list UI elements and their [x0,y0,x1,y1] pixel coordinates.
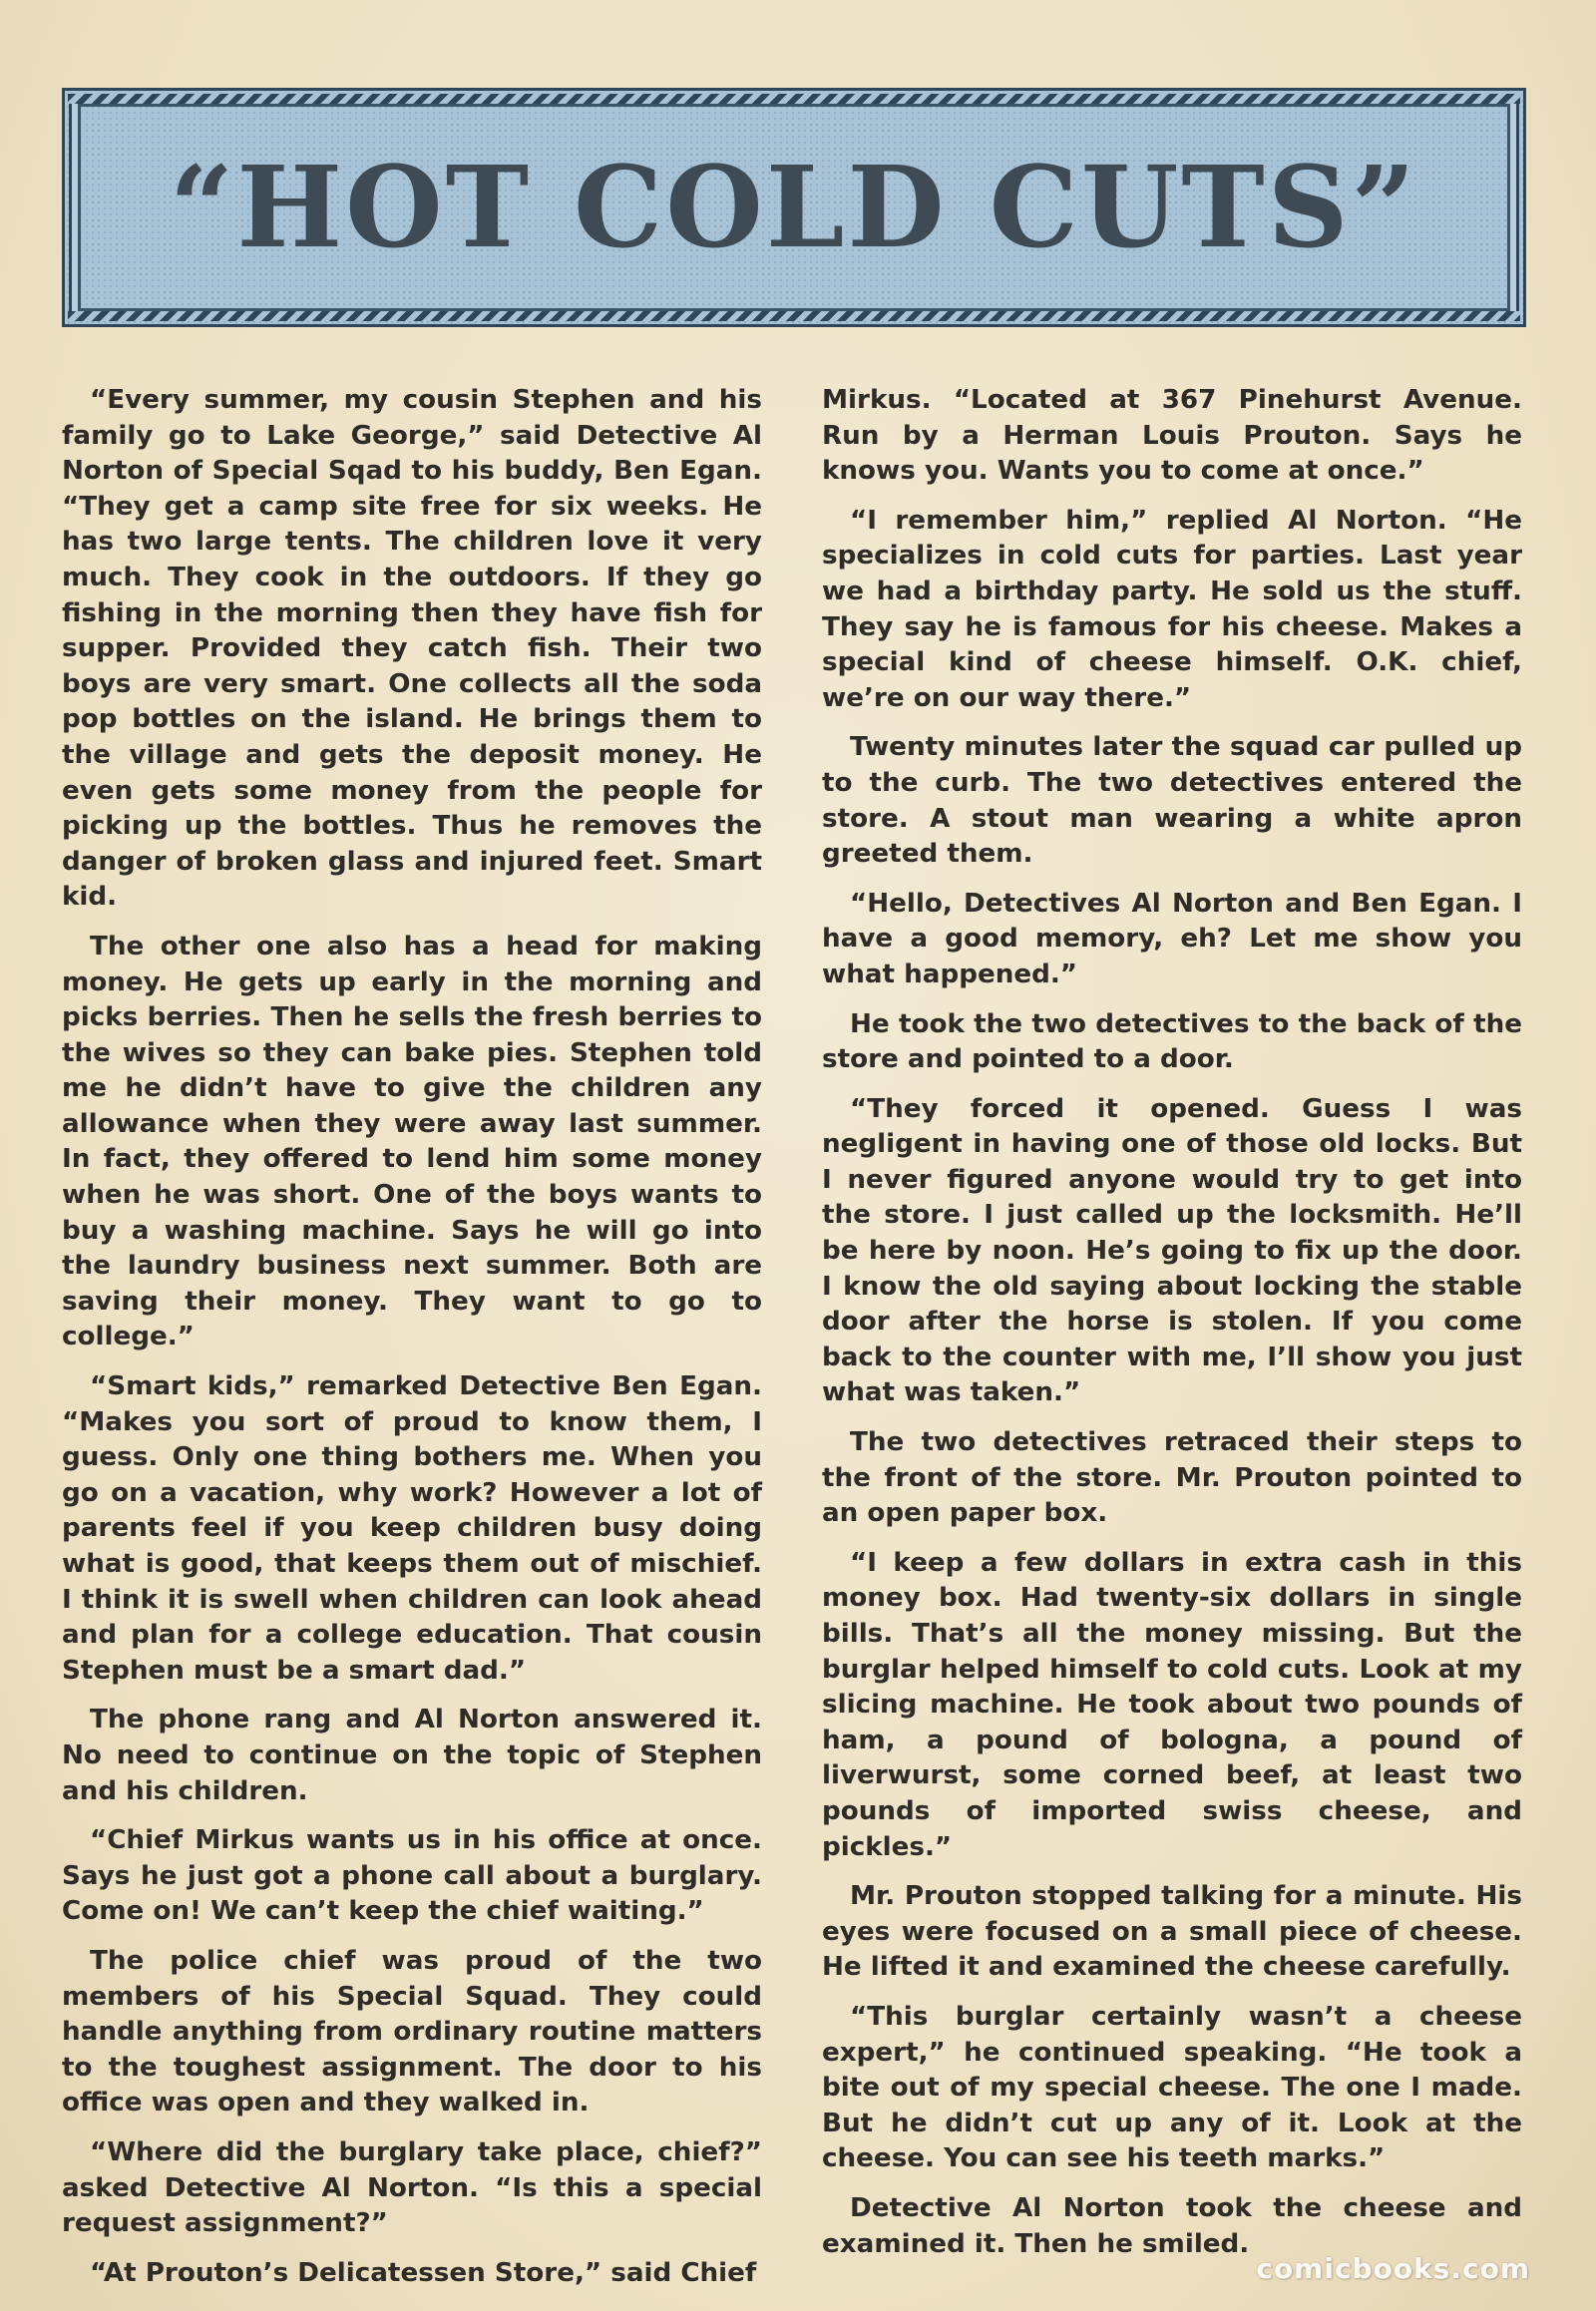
paragraph: “Chief Mirkus wants us in his office at once. Says he just got a phone call about a burglary. Come on! We can’t keep the chief waiting.” [62,1825,762,1927]
left-column [62,383,762,2288]
paragraph: The police chief was proud of the two members of his Special Squad. They could handle anything from ordinary routine matters to the toughest assignment. The door to his office was open and they walked in. [62,1945,762,2118]
paragraph: “Every summer, my cousin Stephen and his family go to Lake George,” said Detective Al Norton of Special Sqad to his buddy, Ben Egan. “They get a camp site free for six weeks. He has two large tents. The children love it very much. They cook in the outdoors. If they go fishing in the morning then they have fish for supper. Provided they catch fish. Their two boys are very smart. One collects all the soda pop bottles on the island. He brings them to the village and gets the deposit money. He even gets some money from the people for picking up the bottles. Thus he removes the danger of broken glass and injured feet. Smart kid. [62,385,762,913]
paragraph: Twenty minutes later the squad car pulled up to the curb. The two detectives entered the store. A stout man wearing a white apron greeted them. [822,732,1522,870]
paragraph: Detective Al Norton took the cheese and examined it. Then he smiled. [822,2192,1522,2259]
watermark: comicbooks.com [1256,2252,1530,2285]
paragraph: “Smart kids,” remarked Detective Ben Egan. “Makes you sort of proud to know them, I guess. Only one thing bothers me. When you go on a vacation, why work? However a lot of parents feel if you keep children busy doing what is good, that keeps them out of mischief. I think it is swell when children can look ahead and plan for a college education. That cousin Stephen must be a smart dad.” [62,1371,762,1686]
paragraph: The two detectives retraced their steps to the front of the store. Mr. Prouton pointed to an open paper box. [822,1427,1522,1529]
paragraph: “I keep a few dollars in extra cash in this money box. Had twenty-six dollars in single bills. That’s all the money missing. But the burglar helped himself to cold cuts. Look at my slicing machine. He took about two pounds of ham, a pound of bologna, a pound of liverwurst, some corned beef, at least two pounds of imported swiss cheese, and pickles.” [822,1547,1522,1862]
paragraph: “Hello, Detectives Al Norton and Ben Egan. I have a good memory, eh? Let me show you what happened.” [822,888,1522,989]
paragraph: The phone rang and Al Norton answered it. No need to continue on the topic of Stephen and his children. [62,1705,762,1806]
story-title: “HOT COLD CUTS” [169,142,1419,273]
paragraph: “They forced it opened. Guess I was negligent in having one of those old locks. But I never figured anyone would try to get into the store. I just called up the locksmith. He’ll be here by noon. He’s going to fix up the door. I know the old saying about locking the stable door after the horse is stolen. If you come back to the counter with me, I’ll show you just what was taken.” [822,1093,1522,1408]
paragraph: “At Prouton’s Delicatessen Store,” said Chief [90,2257,757,2288]
paragraph: “Where did the burglary take place, chief?” asked Detective Al Norton. “Is this a special request assignment?” [62,2136,762,2239]
paragraph: He took the two detectives to the back of the store and pointed to a door. [822,1008,1522,1075]
paragraph: “This burglar certainly wasn’t a cheese expert,” he continued speaking. “He took a bite out of my special cheese. The one I made. But he didn’t cut up any of it. Look at the cheese. You can see his teeth marks.” [822,2001,1522,2174]
title-banner [62,88,1526,327]
paragraph: Mirkus. “Located at 367 Pinehurst Avenue. Run by a Herman Louis Prouton. Says he knows you. Wants you to come at once.” [822,385,1522,487]
right-column [822,383,1522,2259]
paragraph: “I remember him,” replied Al Norton. “He specializes in cold cuts for parties. Last year we had a birthday party. He sold us the stuff. They say he is famous for his cheese. Makes a special kind of cheese himself. O.K. chief, we’re on our way there.” [822,505,1522,713]
paragraph: Mr. Prouton stopped talking for a minute. His eyes were focused on a small piece of cheese. He lifted it and examined the cheese carefully. [822,1881,1522,1983]
paragraph: The other one also has a head for making money. He gets up early in the morning and picks berries. Then he sells the fresh berries to the wives so they can bake pies. Stephen told me he didn’t have to give the children any allowance when they were away last summer. In fact, they offered to lend him some money when he was short. One of the boys wants to buy a washing machine. Says he will go into the laundry business next summer. Both are saving their money. They want to go to college.” [62,931,762,1352]
